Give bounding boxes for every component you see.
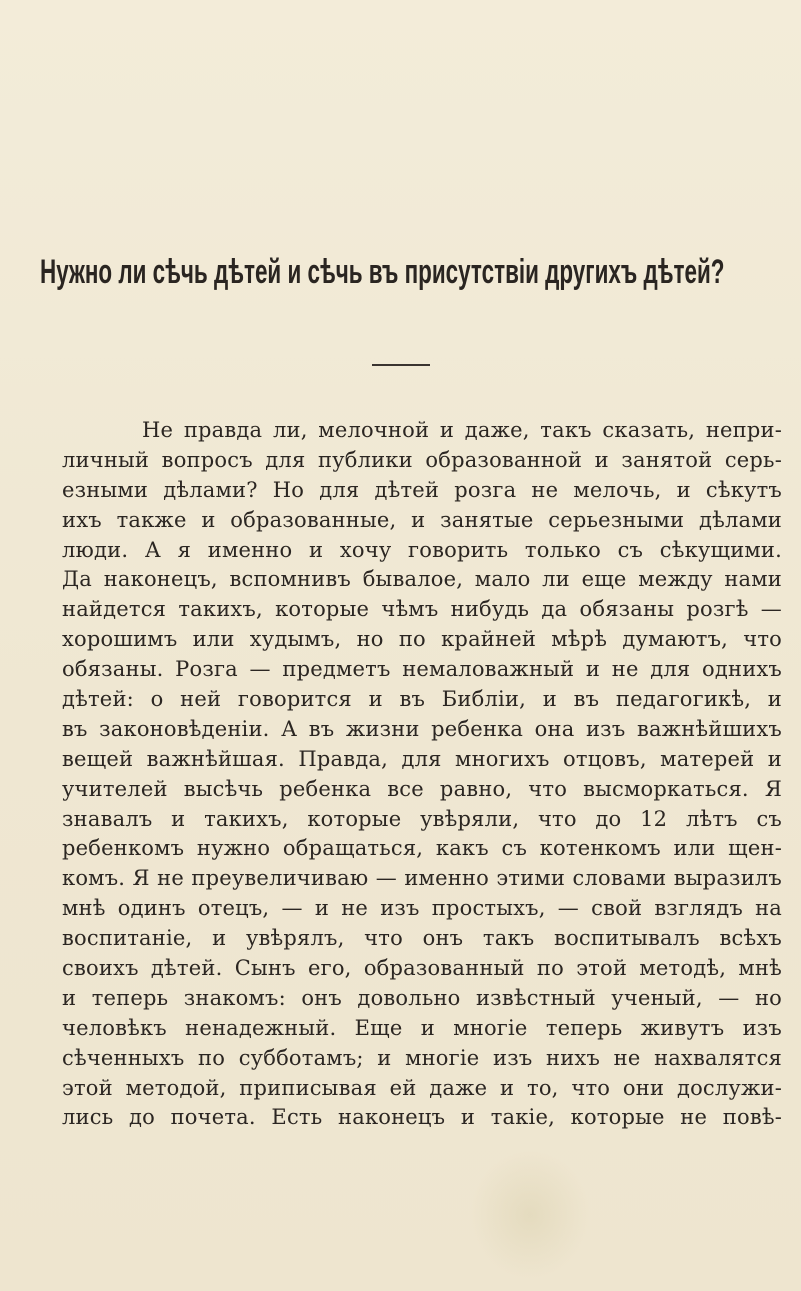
text-line: воспитаніе, и увѣрялъ, что онъ такъ воспитывалъ всѣхъ (62, 926, 782, 951)
text-line: Не правда ли, мелочной и даже, такъ сказать, непри- (142, 418, 782, 442)
text-line: комъ. Я не преувеличиваю — именно этими словами выразилъ (62, 866, 782, 891)
text-line: Да наконецъ, вспомнивъ бывалое, мало ли еще между нами (62, 567, 782, 592)
text-line: этой методой, приписывая ей даже и то, что они дослужи- (62, 1075, 782, 1100)
text-line: своихъ дѣтей. Сынъ его, образованный по этой методѣ, мнѣ (62, 956, 782, 981)
text-line: и теперь знакомъ: онъ довольно извѣстный ученый, — но (62, 985, 782, 1010)
text-line: лись до почета. Есть наконецъ и такіе, которые не повѣ- (62, 1105, 782, 1130)
text-line: человѣкъ ненадежный. Еще и многіе теперь живутъ изъ (62, 1015, 782, 1040)
text-line: ребенкомъ нужно обращаться, какъ съ котенкомъ или щен- (62, 836, 782, 861)
text-line: вещей важнѣйшая. Правда, для многихъ отцовъ, матерей и (62, 746, 782, 771)
text-line: обязаны. Розга — предметъ немаловажный и не для однихъ (62, 657, 782, 682)
text-line: знавалъ и такихъ, которые увѣряли, что до 12 лѣтъ съ (62, 806, 782, 831)
text-line: люди. А я именно и хочу говорить только съ сѣкущими. (62, 537, 782, 562)
text-line: мнѣ одинъ отецъ, — и не изъ простыхъ, — свой взглядъ на (62, 896, 782, 921)
text-line: хорошимъ или худымъ, но по крайней мѣрѣ думаютъ, что (62, 627, 782, 652)
body-text (62, 416, 782, 1133)
text-line: дѣтей: о ней говорится и въ Библіи, и въ педагогикѣ, и (62, 687, 782, 712)
text-line: езными дѣлами? Но для дѣтей розга не мелочь, и сѣкутъ (62, 477, 782, 502)
text-line: въ законовѣденіи. А въ жизни ребенка она изъ важнѣйшихъ (62, 716, 782, 741)
text-line: личный вопросъ для публики образованной и занятой серь- (62, 447, 782, 472)
text-line: сѣченныхъ по субботамъ; и многіе изъ нихъ не нахвалятся (62, 1045, 782, 1070)
text-line: ихъ также и образованные, и занятые серьезными дѣлами (62, 507, 782, 532)
page-title: Нужно ли сѣчь дѣтей и сѣчь въ присутствіи другихъ дѣтей? (40, 253, 725, 291)
text-line: учителей высѣчь ребенка все равно, что высморкаться. Я (62, 776, 782, 801)
title-divider (372, 364, 430, 366)
text-line: найдется такихъ, которые чѣмъ нибудь да обязаны розгѣ — (62, 597, 782, 622)
